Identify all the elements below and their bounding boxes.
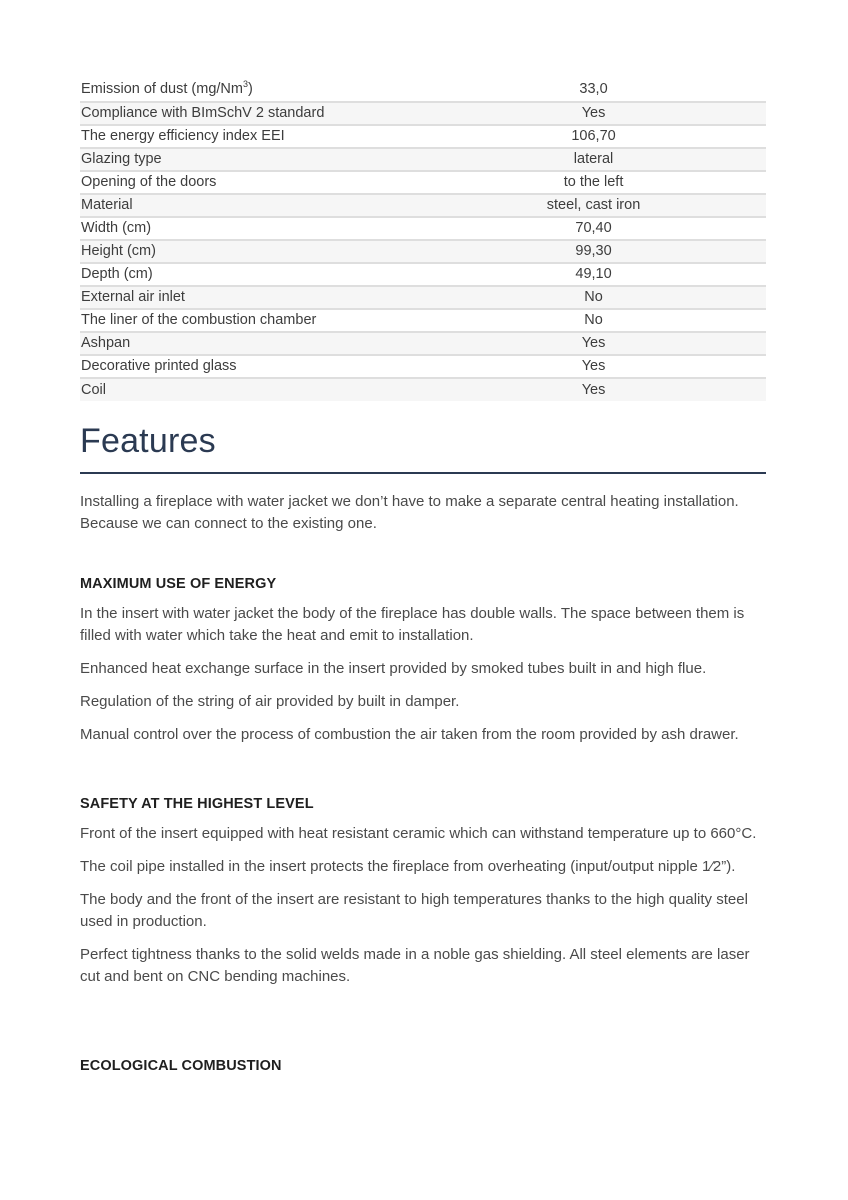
spec-label: Decorative printed glass bbox=[80, 355, 420, 378]
table-row bbox=[80, 263, 766, 286]
spec-value: lateral bbox=[420, 148, 766, 171]
table-row bbox=[80, 332, 766, 355]
spec-label: Material bbox=[80, 194, 420, 217]
table-row bbox=[80, 148, 766, 171]
section-paragraph: Front of the insert equipped with heat resistant ceramic which can withstand temperature up to 660°C. bbox=[80, 825, 757, 842]
spec-value: No bbox=[420, 286, 766, 309]
spec-label-suffix: ) bbox=[247, 81, 253, 97]
spec-value: Yes bbox=[420, 102, 766, 125]
section-paragraph: Perfect tightness thanks to the solid welds made in a noble gas shielding. All steel elements are laser cut and bent on CNC bending machines. bbox=[80, 946, 750, 985]
section-paragraph: In the insert with water jacket the body of the fireplace has double walls. The space between them is filled with water which take the heat and emit to installation. bbox=[80, 605, 745, 644]
section-ecological bbox=[80, 1058, 766, 1074]
spec-label: Ashpan bbox=[80, 332, 420, 355]
spec-label: Height (cm) bbox=[80, 240, 420, 263]
spec-label: Opening of the doors bbox=[80, 171, 420, 194]
features-heading: Features bbox=[80, 422, 216, 460]
section-heading: ECOLOGICAL COMBUSTION bbox=[80, 1058, 282, 1074]
spec-value: 49,10 bbox=[420, 263, 766, 286]
table-row bbox=[80, 240, 766, 263]
spec-value: 33,0 bbox=[579, 81, 608, 97]
section-paragraph: Regulation of the string of air provided by built in damper. bbox=[80, 693, 460, 710]
features-intro: Installing a fireplace with water jacket we don’t have to make a separate central heating installation. Because we can connect to the existing one. bbox=[80, 493, 739, 532]
document-page bbox=[80, 78, 766, 535]
section-paragraph: The body and the front of the insert are resistant to high temperatures thanks to the high quality steel used in production. bbox=[80, 891, 748, 930]
spec-value: 106,70 bbox=[420, 125, 766, 148]
table-row bbox=[80, 78, 766, 102]
section-energy bbox=[80, 576, 766, 746]
spec-label: Compliance with BImSchV 2 standard bbox=[80, 102, 420, 125]
spec-value: 70,40 bbox=[420, 217, 766, 240]
spec-label: External air inlet bbox=[80, 286, 420, 309]
section-paragraph: The coil pipe installed in the insert protects the fireplace from overheating (input/output nipple 1⁄2”). bbox=[80, 858, 736, 875]
spec-label-text: Emission of dust (mg/Nm bbox=[81, 81, 243, 97]
table-row bbox=[80, 286, 766, 309]
spec-value: 99,30 bbox=[420, 240, 766, 263]
spec-label: Width (cm) bbox=[80, 217, 420, 240]
heading-divider bbox=[80, 472, 766, 474]
table-row bbox=[80, 102, 766, 125]
superscript: 3 bbox=[242, 79, 248, 89]
spec-label: The liner of the combustion chamber bbox=[80, 309, 420, 332]
specification-table bbox=[80, 78, 766, 401]
spec-value: Yes bbox=[420, 378, 766, 401]
spec-value: Yes bbox=[420, 355, 766, 378]
table-row bbox=[80, 125, 766, 148]
spec-label: The energy efficiency index EEI bbox=[80, 125, 420, 148]
spec-label: Coil bbox=[80, 378, 420, 401]
table-row bbox=[80, 355, 766, 378]
section-paragraph: Enhanced heat exchange surface in the insert provided by smoked tubes built in and high flue. bbox=[80, 660, 707, 677]
section-paragraph: Manual control over the process of combustion the air taken from the room provided by ash drawer. bbox=[80, 726, 739, 743]
spec-label: Depth (cm) bbox=[80, 263, 420, 286]
table-row bbox=[80, 194, 766, 217]
table-row bbox=[80, 217, 766, 240]
table-row bbox=[80, 171, 766, 194]
section-heading: MAXIMUM USE OF ENERGY bbox=[80, 576, 277, 592]
spec-label: Glazing type bbox=[80, 148, 420, 171]
table-row bbox=[80, 309, 766, 332]
spec-label bbox=[80, 78, 420, 102]
spec-value: steel, cast iron bbox=[420, 194, 766, 217]
spec-value: Yes bbox=[420, 332, 766, 355]
spec-value: No bbox=[420, 309, 766, 332]
table-row bbox=[80, 378, 766, 401]
section-heading: SAFETY AT THE HIGHEST LEVEL bbox=[80, 796, 314, 812]
section-safety bbox=[80, 796, 766, 988]
spec-value: to the left bbox=[420, 171, 766, 194]
